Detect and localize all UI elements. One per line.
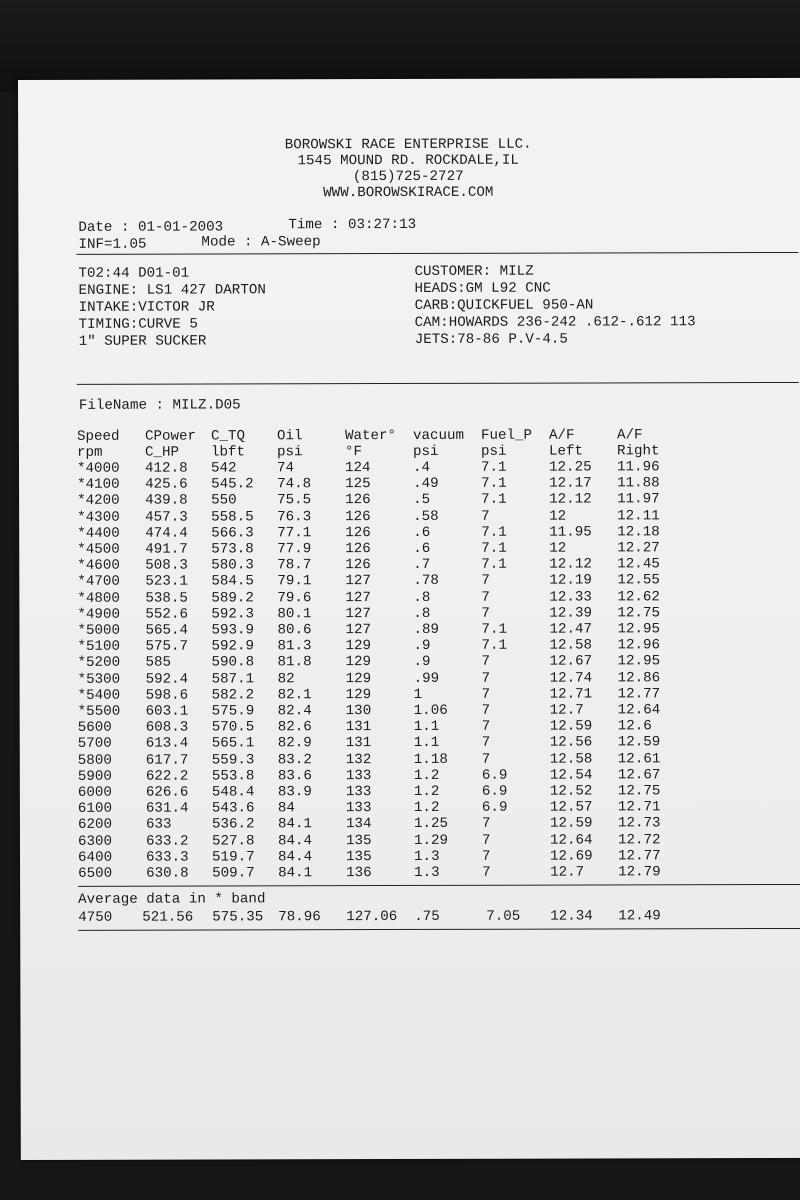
company-name: BOROWSKI RACE ENTERPRISE LLC. (284, 136, 532, 154)
column-header: Fuel_P (480, 427, 533, 444)
table-cell: 1.3 (414, 864, 440, 881)
table-cell: 78.7 (277, 557, 312, 574)
table-cell: *4400 (77, 525, 120, 542)
dyno-printout-sheet (18, 78, 800, 1160)
column-header: C_TQ (210, 428, 246, 445)
company-address: 1545 MOUND RD. ROCKDALE,IL (297, 152, 519, 170)
table-cell: 587.1 (211, 670, 255, 688)
table-cell: 5800 (77, 752, 112, 769)
table-cell: .6 (413, 524, 431, 541)
table-cell: 7.1 (481, 492, 507, 509)
table-cell: 12 (549, 508, 567, 525)
run-date: Date : 01-01-2003 (78, 219, 224, 236)
table-cell: 7 (482, 864, 491, 881)
table-cell: 129 (345, 670, 372, 687)
table-cell: 127 (345, 622, 372, 639)
table-cell: 509.7 (212, 865, 255, 882)
average-cell: 127.06 (346, 909, 398, 926)
table-cell: 12.56 (549, 734, 593, 752)
table-cell: 83.6 (277, 768, 312, 785)
table-cell: 84.4 (278, 849, 313, 866)
table-cell: 12.39 (549, 605, 592, 622)
table-cell: *4500 (77, 541, 120, 558)
run-time: Time : 03:27:13 (288, 216, 417, 234)
table-cell: 12.67 (617, 767, 661, 784)
table-cell: 575.9 (211, 703, 255, 720)
table-cell: 12.59 (549, 815, 593, 833)
table-cell: 1 (413, 686, 423, 703)
table-cell: *4800 (77, 590, 120, 607)
table-cell: 12.27 (617, 540, 660, 557)
column-header: C_HP (144, 444, 180, 461)
table-cell: 603.1 (145, 703, 189, 720)
table-cell: 566.3 (211, 525, 254, 542)
table-cell: 129 (345, 686, 372, 703)
table-cell: 12.86 (617, 669, 661, 687)
table-cell: 633.3 (146, 849, 189, 866)
table-cell: 575.7 (145, 638, 189, 655)
table-cell: 12.7 (549, 702, 584, 719)
table-cell: 6.9 (481, 767, 508, 784)
table-cell: 12.25 (548, 459, 592, 476)
table-cell: *5200 (77, 655, 121, 672)
table-cell: 74 (276, 460, 295, 477)
table-cell: .9 (413, 638, 431, 655)
setup-line-right: HEADS:GM L92 CNC (414, 280, 551, 297)
table-cell: 608.3 (145, 719, 189, 736)
table-cell: 1.25 (413, 816, 449, 833)
table-cell: .49 (413, 476, 439, 493)
table-cell: 12.95 (617, 621, 661, 638)
table-cell: 12.77 (618, 848, 661, 865)
table-cell: 127 (345, 573, 371, 590)
table-cell: 5600 (77, 719, 112, 737)
table-cell: 12.72 (617, 831, 661, 849)
table-cell: 6200 (77, 817, 113, 834)
table-cell: 7.1 (481, 524, 507, 541)
table-cell: 7 (482, 848, 491, 865)
table-cell: 12.71 (549, 686, 593, 703)
table-cell: *4600 (77, 557, 120, 575)
table-cell: 131 (345, 735, 372, 752)
company-phone: (815)725-2727 (352, 168, 464, 186)
company-website: WWW.BOROWSKIRACE.COM (323, 184, 494, 202)
table-cell: 6000 (77, 784, 112, 801)
table-cell: 82.4 (277, 703, 312, 720)
table-cell: 565.1 (211, 735, 255, 752)
table-cell: 127 (345, 605, 371, 622)
table-cell: *4000 (76, 460, 120, 477)
table-cell: 83.2 (277, 751, 312, 768)
table-cell: 131 (345, 719, 372, 736)
table-cell: 84.1 (278, 865, 313, 882)
table-cell: 12.74 (549, 670, 593, 687)
table-cell: *4100 (77, 476, 120, 494)
table-cell: 133 (345, 784, 372, 801)
table-cell: 1.2 (413, 800, 440, 817)
table-cell: 582.2 (211, 687, 255, 704)
table-cell: 598.6 (145, 687, 189, 704)
average-cell: 78.96 (278, 909, 321, 926)
setup-line-right: CUSTOMER: MILZ (414, 263, 534, 280)
table-cell: 82 (277, 670, 295, 687)
table-cell: .8 (413, 589, 431, 606)
column-header: lbft (210, 444, 246, 461)
table-cell: 76.3 (277, 508, 312, 525)
table-cell: 1.2 (413, 783, 440, 800)
table-cell: 7 (481, 735, 491, 752)
average-label: Average data in * band (78, 891, 266, 909)
table-cell: 553.8 (211, 768, 255, 785)
setup-line-left: INTAKE:VICTOR JR (78, 299, 215, 316)
divider-line (77, 382, 799, 385)
table-cell: 12.58 (549, 751, 593, 768)
column-header: vacuum (412, 427, 465, 444)
table-cell: *5500 (77, 703, 121, 720)
table-cell: 12.18 (617, 524, 660, 541)
average-cell: 12.34 (550, 908, 593, 925)
table-cell: .58 (413, 508, 439, 525)
table-cell: 7 (481, 702, 491, 719)
table-cell: 565.4 (145, 622, 189, 639)
table-cell: 79.6 (277, 589, 312, 606)
table-cell: 75.5 (277, 492, 312, 509)
column-header: Right (616, 443, 660, 460)
setup-line-right: JETS:78-86 P.V-4.5 (414, 331, 568, 348)
table-cell: *5300 (77, 671, 121, 688)
table-cell: 12.64 (549, 832, 593, 849)
table-cell: 133 (345, 767, 372, 784)
column-header: °F (344, 444, 363, 461)
table-cell: 135 (346, 848, 372, 865)
table-cell: 633.2 (145, 833, 189, 850)
table-cell: 129 (345, 654, 372, 671)
table-cell: *4700 (77, 574, 120, 591)
table-cell: 584.5 (211, 573, 254, 590)
divider-line (78, 884, 800, 887)
table-cell: 5900 (77, 768, 112, 785)
table-cell: 126 (345, 508, 371, 525)
table-cell: 425.6 (145, 476, 188, 493)
table-cell: 12.47 (549, 621, 593, 638)
table-cell: *5000 (77, 622, 121, 639)
table-cell: 7 (481, 670, 491, 687)
table-cell: 12.67 (549, 653, 593, 671)
table-cell: 626.6 (145, 784, 189, 801)
table-cell: *4300 (77, 509, 120, 526)
setup-line-left: T02:44 D01-01 (78, 265, 190, 282)
setup-line-left: ENGINE: LS1 427 DARTON (78, 282, 266, 299)
table-cell: 82.9 (277, 735, 312, 752)
column-header: Left (548, 443, 584, 460)
table-cell: 12.95 (617, 653, 661, 670)
table-cell: 12.7 (550, 864, 585, 881)
table-cell: 11.95 (549, 524, 592, 541)
table-cell: 7.1 (481, 621, 508, 638)
table-cell: 631.4 (145, 800, 189, 817)
table-cell: 519.7 (212, 849, 255, 866)
table-cell: 12.11 (617, 507, 660, 525)
table-cell: 126 (345, 524, 371, 541)
table-cell: 12.96 (617, 637, 661, 654)
table-cell: 11.88 (617, 475, 660, 492)
table-cell: 82.1 (277, 687, 312, 704)
table-cell: 84 (277, 800, 295, 817)
table-cell: 6400 (78, 849, 113, 866)
table-cell: 127 (345, 589, 371, 606)
run-mode: Mode : A-Sweep (201, 234, 321, 251)
file-name: FileName : MILZ.D05 (78, 397, 241, 414)
table-cell: 12.59 (617, 734, 661, 751)
table-cell: 74.8 (277, 476, 312, 493)
table-cell: 622.2 (145, 768, 189, 785)
table-cell: 84.4 (277, 832, 313, 849)
table-cell: 12.19 (549, 572, 592, 590)
table-cell: 12.69 (550, 848, 593, 865)
table-cell: 7.1 (481, 475, 507, 492)
table-cell: 12.12 (549, 491, 592, 509)
average-cell: 4750 (78, 909, 113, 927)
table-cell: 12.33 (549, 589, 592, 606)
table-cell: 412.8 (144, 460, 188, 477)
table-cell: 12.77 (617, 686, 661, 703)
table-cell: 126 (345, 557, 371, 574)
table-cell: 592.9 (211, 638, 255, 655)
table-cell: 439.8 (145, 492, 188, 510)
table-cell: 12 (549, 540, 567, 557)
table-cell: 82.6 (277, 719, 312, 736)
table-cell: 542 (210, 460, 237, 477)
table-cell: .89 (413, 621, 440, 638)
table-cell: .7 (413, 557, 431, 574)
table-cell: 1.2 (413, 767, 440, 784)
average-cell: 575.35 (212, 909, 264, 926)
table-cell: 7.1 (481, 637, 508, 654)
table-cell: 550 (211, 492, 237, 509)
table-cell: 124 (344, 460, 371, 477)
run-inf: INF=1.05 (78, 236, 147, 253)
table-cell: 12.45 (617, 556, 660, 573)
table-cell: 12.54 (549, 767, 593, 784)
table-cell: 132 (345, 751, 372, 768)
table-cell: 125 (345, 476, 371, 493)
table-cell: 570.5 (211, 719, 255, 736)
table-cell: .99 (413, 670, 440, 687)
table-cell: 12.64 (617, 702, 661, 719)
setup-line-right: CARB:QUICKFUEL 950-AN (414, 297, 594, 314)
table-cell: *5400 (77, 687, 121, 704)
table-cell: .8 (413, 605, 431, 622)
table-cell: 77.9 (277, 541, 312, 558)
table-cell: 457.3 (145, 509, 188, 526)
table-cell: 79.1 (277, 573, 312, 590)
column-header: psi (412, 443, 439, 460)
table-cell: 592.4 (145, 671, 189, 688)
column-header: psi (480, 443, 507, 460)
table-cell: 617.7 (145, 752, 189, 769)
setup-line-left: TIMING:CURVE 5 (78, 316, 198, 333)
average-cell: .75 (414, 909, 440, 926)
table-cell: 126 (345, 541, 371, 558)
table-cell: 580.3 (211, 557, 254, 574)
table-cell: 12.55 (617, 572, 660, 589)
table-cell: 508.3 (145, 557, 188, 574)
table-cell: 7 (481, 686, 491, 703)
table-cell: 7 (481, 816, 491, 833)
table-cell: 7 (481, 573, 490, 590)
table-cell: 12.62 (617, 588, 660, 606)
table-cell: .9 (413, 654, 431, 671)
column-header: A/F (616, 427, 643, 444)
table-cell: 613.4 (145, 735, 189, 753)
table-cell: 11.97 (617, 491, 660, 508)
table-cell: 548.4 (211, 784, 255, 801)
table-cell: 589.2 (211, 589, 254, 607)
table-cell: 7.1 (481, 540, 507, 557)
table-cell: *5100 (77, 638, 121, 656)
table-cell: 573.8 (211, 541, 254, 558)
table-cell: .4 (412, 459, 431, 476)
table-cell: 136 (346, 865, 372, 882)
table-cell: 590.8 (211, 654, 255, 671)
table-cell: 1.3 (414, 848, 440, 865)
table-cell: 80.6 (277, 622, 312, 639)
table-cell: 7 (481, 718, 491, 735)
table-cell: *4900 (77, 606, 120, 623)
table-cell: 538.5 (145, 590, 188, 607)
table-cell: 135 (345, 832, 372, 849)
table-cell: 12.57 (549, 799, 593, 816)
table-cell: 84.1 (277, 816, 313, 833)
table-cell: *4200 (77, 493, 120, 510)
table-cell: .6 (413, 540, 431, 557)
table-cell: 552.6 (145, 606, 188, 623)
table-cell: 7.1 (481, 556, 507, 573)
column-header: rpm (76, 444, 103, 461)
table-cell: 7 (481, 508, 490, 525)
table-cell: 6300 (77, 833, 113, 850)
column-header: Speed (76, 428, 120, 445)
column-header: psi (276, 444, 303, 461)
table-cell: 7 (481, 832, 491, 849)
divider-line (78, 928, 800, 931)
table-cell: 133 (345, 800, 372, 817)
table-cell: 126 (345, 492, 371, 509)
table-cell: 130 (345, 703, 372, 720)
average-cell: 7.05 (486, 908, 521, 925)
table-cell: 1.1 (413, 735, 440, 752)
table-cell: 1.1 (413, 719, 440, 736)
table-cell: 559.3 (211, 751, 255, 769)
table-cell: 83.9 (277, 784, 312, 801)
table-cell: .5 (413, 492, 431, 509)
column-header: Oil (276, 428, 303, 445)
table-cell: .78 (413, 573, 439, 590)
table-cell: 7 (481, 605, 490, 622)
table-cell: 12.61 (617, 750, 661, 768)
table-cell: 1.29 (413, 832, 449, 849)
divider-line (76, 252, 798, 255)
table-cell: 1.06 (413, 702, 448, 719)
table-cell: 6.9 (481, 799, 508, 816)
table-cell: 545.2 (211, 476, 254, 493)
table-cell: 592.3 (211, 606, 254, 623)
table-cell: 633 (145, 816, 172, 834)
table-cell: 474.4 (145, 525, 188, 542)
table-cell: 11.96 (616, 459, 660, 476)
table-cell: 81.8 (277, 654, 312, 671)
table-cell: 6100 (77, 800, 112, 818)
table-cell: 543.6 (211, 800, 255, 817)
table-cell: 77.1 (277, 525, 312, 542)
table-cell: 81.3 (277, 638, 312, 655)
table-cell: 585 (145, 654, 172, 672)
table-cell: 491.7 (145, 541, 188, 558)
table-cell: 12.79 (618, 864, 661, 881)
table-cell: 5700 (77, 736, 112, 753)
table-cell: 12.59 (549, 718, 593, 735)
table-cell: 12.17 (549, 475, 592, 492)
table-cell: 12.71 (617, 799, 661, 816)
average-cell: 12.49 (618, 908, 661, 925)
table-cell: 6500 (78, 865, 113, 882)
table-cell: 134 (345, 816, 372, 833)
table-cell: 12.75 (617, 783, 661, 800)
table-cell: 6.9 (481, 783, 508, 800)
table-cell: 536.2 (211, 816, 255, 833)
table-cell: 527.8 (211, 832, 255, 850)
table-cell: 7 (481, 589, 490, 606)
table-cell: 12.75 (617, 605, 660, 622)
table-cell: 12.52 (549, 783, 593, 800)
table-cell: 7 (481, 751, 491, 768)
table-cell: 80.1 (277, 606, 312, 623)
column-header: Water° (344, 428, 397, 445)
setup-line-left: 1" SUPER SUCKER (78, 333, 207, 350)
column-header: A/F (548, 427, 575, 444)
table-cell: 523.1 (145, 573, 188, 591)
table-cell: 129 (345, 638, 372, 655)
table-cell: 7 (481, 654, 491, 671)
column-header: CPower (144, 428, 197, 445)
setup-line-right: CAM:HOWARDS 236-242 .612-.612 113 (414, 314, 696, 331)
table-cell: 593.9 (211, 622, 255, 639)
table-cell: 1.18 (413, 751, 448, 768)
average-cell: 521.56 (142, 909, 194, 926)
table-cell: 12.73 (617, 815, 661, 832)
table-cell: 12.12 (549, 556, 592, 573)
table-cell: 7.1 (480, 459, 507, 476)
table-cell: 630.8 (146, 865, 189, 882)
table-cell: 12.6 (617, 718, 652, 735)
table-cell: 12.58 (549, 637, 593, 654)
table-cell: 558.5 (211, 508, 254, 526)
